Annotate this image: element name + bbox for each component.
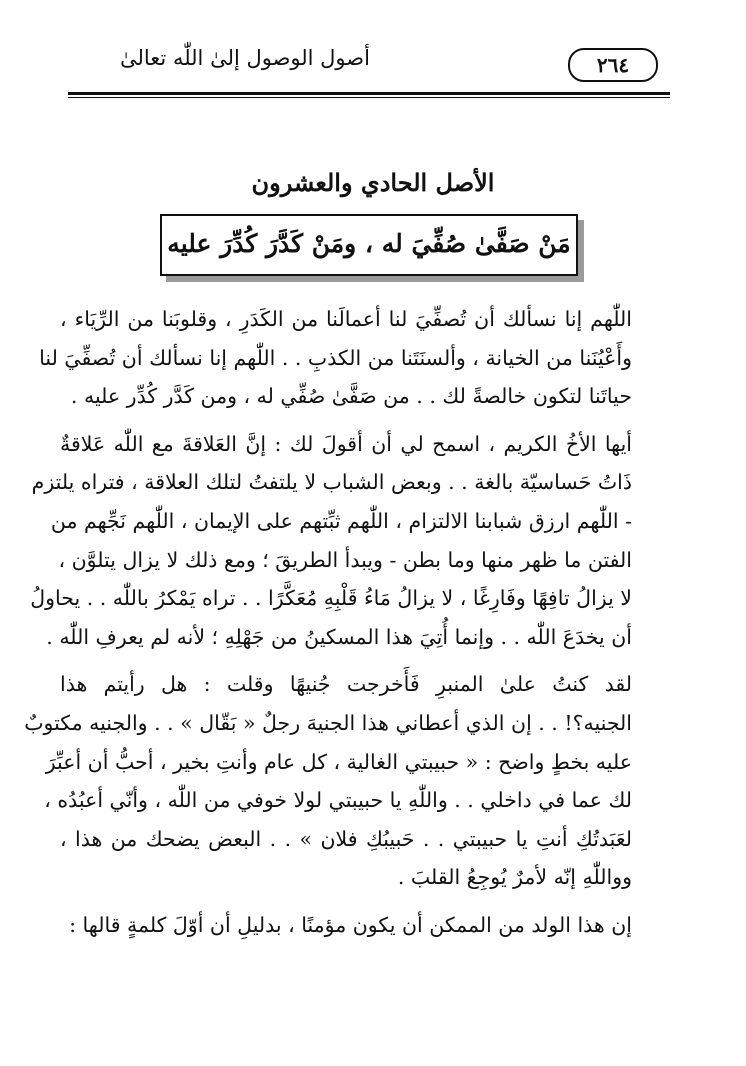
body-text — [24, 300, 672, 954]
text-line: أن يخدَعَ اللّٰه . . وإنما أُتِيَ هذا المسكينُ من جَهْلِهِ ؛ لأنه لم يعرفِ اللّٰه . — [46, 624, 632, 649]
text-line: اللّٰهم إنا نسألك أن تُصفِّيَ لنا أعمالَنا من الكَدَرِ ، وقلوبَنا من الرِّيَاء ، — [60, 307, 632, 331]
header-rule-thick — [68, 92, 670, 95]
text-line: عليه بخطٍ واضح : « حبيبتي الغالية ، كل عام وأنتِ بخير ، أحبُّ أن أعبِّرَ — [45, 749, 632, 774]
text-line: أيها الأخُ الكريم ، اسمح لي أن أقولَ لك : إنَّ العَلاقةَ مع اللّٰه عَلاقةٌ — [60, 431, 632, 456]
text-line: وأَعْيُنَنا من الخيانة ، وألسنَتَنا من الكذبِ . . اللّٰهم إنا نسألك أن تُصفِّيَ لنا — [39, 345, 632, 370]
text-line: الجنيه؟! . . إن الذي أعطاني هذا الجنيهَ رجلٌ « بَقّال » . . والجنيه مكتوبٌ — [24, 710, 632, 735]
page-number-badge: ٢٦٤ — [568, 48, 658, 82]
running-header — [60, 40, 670, 88]
text-line: لقد كنتُ علىٰ المنبرِ فَأَخرجت جُنيهًا وقلت : هل رأيتم هذا — [60, 672, 632, 697]
text-line: وواللّٰهِ إنّه لأمرٌ يُوجِعُ القلبَ . — [397, 865, 632, 890]
text-line: لا يزالُ تافِهًا وفَارِغًا ، لا يزالُ مَاءُ قَلْبِهِ مُعَكَّرًا . . تراه يَمْكرُ باللّٰه . . يحاولُ — [30, 586, 632, 611]
paragraph-2 — [30, 425, 672, 657]
principle-box: مَنْ صَفَّىٰ صُفِّيَ له ، ومَنْ كَدَّرَ كُدِّرَ عليه — [160, 214, 578, 276]
text-line: لعَبَدتُكِ أنتِ يا حبيبتي . . حَبيبُكِ فلان » . . البعض يضحك من هذا ، — [60, 826, 632, 851]
text-line: لك عما في داخلي . . واللّٰهِ يا حبيبتي لولا خوفي من اللّٰه ، وأنّي أعبُدُه ، — [44, 788, 632, 813]
text-line: الفتن ما ظهر منها وما بطن - ويبدأ الطريقَ ؛ ومع ذلك لا يزال يتلوَّن ، — [58, 547, 632, 572]
paragraph-4 — [60, 906, 672, 945]
book-title: أصول الوصول إلىٰ اللّٰه تعالىٰ — [120, 46, 370, 70]
text-line: - اللّٰهم ارزق شبابنا الالتزام ، اللّٰهم ثبِّتهم على الإيمان ، اللّٰهم نَجِّهم من — [50, 508, 632, 533]
paragraph-3 — [24, 665, 672, 897]
paragraph-1 — [39, 300, 672, 416]
text-line: إن هذا الولد من الممكن أن يكون مؤمنًا ، بدليلِ أن أوّلَ كلمةٍ قالها : — [69, 912, 632, 937]
text-line: ذَاتُ حَساسيّة بالغة . . وبعض الشباب لا يلتفتُ لتلك العلاقة ، فتراه يلتزم — [31, 470, 632, 495]
header-rule-thin — [68, 97, 670, 98]
section-heading: الأصل الحادي والعشرون — [251, 168, 495, 197]
text-line: حياتَنا لتكون خالصةً لك . . من صَفَّىٰ صُفِّي له ، ومن كَدَّر كُدِّر عليه . — [70, 384, 632, 409]
